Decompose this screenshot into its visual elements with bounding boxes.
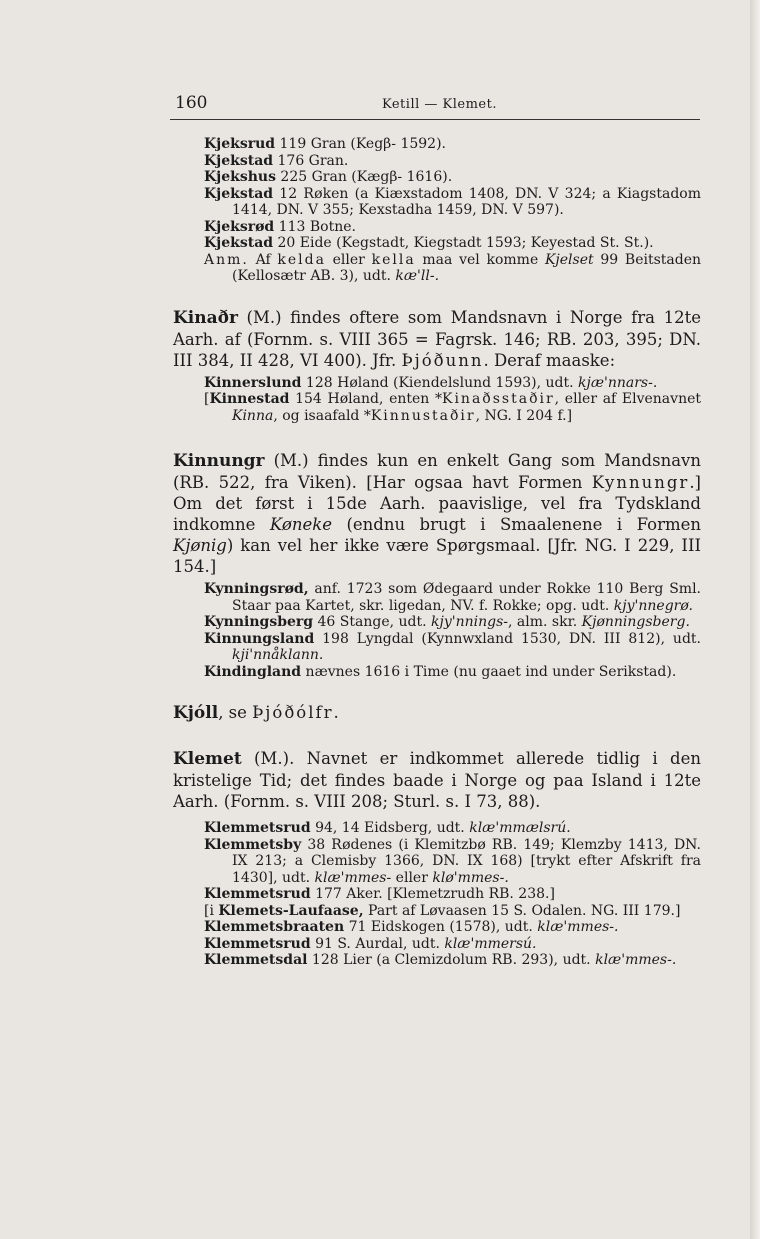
main-entry (173, 702, 701, 724)
italic-word: Kjelset (544, 251, 594, 268)
italic-word: kjy'nnegrø. (613, 597, 693, 614)
italic-word: klæ'mmes-. (595, 952, 677, 968)
entry-text: 225 Gran (Kægβ- 1616). (275, 169, 453, 185)
sub-entry (201, 903, 701, 920)
entry-text: .] Om det først i 15de Aarh. paavislige, vel fra Tydskland indkomne (173, 473, 701, 534)
sub-entry (201, 375, 701, 392)
italic-word: kæ'll-. (395, 268, 440, 284)
headword: Kinnestad (209, 391, 290, 407)
entry-text: , se (218, 703, 253, 722)
main-entry (173, 450, 701, 577)
running-head: Ketill — Klemet. (382, 97, 497, 112)
headword: Kjeksrød (204, 218, 275, 235)
entry-text: 154 Høland, enten * (289, 391, 442, 407)
italic-word: kji'nnåklann. (232, 647, 324, 663)
entry-text: 198 Lyngdal (Kynnwxland 1530, DN. III 812), udt. (314, 630, 701, 647)
entry-kinador (173, 307, 701, 425)
anm-note (201, 252, 701, 285)
page-content (173, 132, 701, 983)
headword: Klemmetsrud (204, 886, 311, 902)
headword: Kindingland (204, 663, 302, 680)
entry-text: ) kan vel her ikke være Spørgsmaal. [Jfr. NG. I 229, III 154.] (173, 536, 701, 576)
entry-text: 20 Eide (Kegstadt, Kiegstadt 1593; Keyestad St. St.). (273, 235, 654, 251)
italic-word: Kinna (232, 407, 274, 424)
spaced-word: kelda (277, 251, 326, 268)
headword: Kinnungsland (204, 630, 315, 647)
entry-text: 128 Høland (Kiendelslund 1593), udt. (301, 374, 579, 391)
headword: Klemmetsrud (204, 935, 311, 952)
sub-entry (201, 631, 701, 664)
sub-entries (173, 820, 701, 969)
entry-text: 12 Røken (a Kiæxstadom 1408, DN. V 324; a Kiagstadom 1414, DN. V 355; Kexstadha 1459, DN. V 597). (232, 185, 701, 218)
italic-word: kjy'nnings- (431, 614, 509, 630)
entry-text: Part af Løvaasen 15 S. Odalen. NG. III 179.] (363, 902, 681, 919)
entry-text: 113 Botne. (274, 218, 356, 235)
headword: Kinnungr (173, 451, 265, 471)
sub-entry (201, 186, 701, 219)
page-number: 160 (175, 93, 208, 113)
italic-word: kjæ'nnars-. (578, 374, 658, 391)
italic-word: klæ'mmes-. (537, 919, 619, 935)
sub-entry (201, 169, 701, 186)
headword: Kjekstad (204, 235, 274, 251)
sub-entry (201, 820, 701, 837)
entry-text: 38 Rødenes (i Klemitzbø RB. 149; Klemzby 1413, DN. IX 213; a Clemisby 1366, DN. IX 168) [trykt efter Afskrift fra 1430], udt. (232, 836, 701, 886)
sub-entry (201, 919, 701, 936)
entry-text: nævnes 1616 i Time (nu gaaet ind under Serikstad). (301, 663, 677, 680)
sub-entry (201, 219, 701, 236)
entry-text: 71 Eidskogen (1578), udt. (344, 919, 538, 935)
headword: Kinaðr (173, 307, 238, 328)
sub-entry (201, 153, 701, 170)
headword: Kjekstad (204, 185, 274, 202)
headword: Kjóll (173, 703, 219, 723)
sub-entry (201, 886, 701, 903)
sub-entry (201, 664, 701, 681)
italic-word: Kjønig (173, 536, 227, 555)
entry-text: 46 Stange, udt. (313, 614, 432, 630)
spaced-word: Kinaðsstaðir (442, 391, 555, 407)
sub-entry (201, 581, 701, 614)
sub-entry (201, 391, 701, 424)
entry-text: (M.) findes oftere som Mandsnavn i Norge fra 12te Aarh. af (Fornm. s. VIII 365 = Fagrsk. 146; RB. 203, 395; DN. III 384, II 428, VI 400). Jfr. (173, 307, 701, 370)
entry-text: , alm. skr. (508, 614, 582, 630)
italic-word: klæ'mmælsrú. (469, 820, 571, 836)
entry-text: 128 Lier (a Clemizdolum RB. 293), udt. (307, 952, 596, 968)
entry-text: . Deraf maaske: (483, 350, 616, 370)
sub-entry (201, 837, 701, 887)
entry-text: 176 Gran. (273, 152, 349, 169)
headword: Kynningsberg (204, 614, 314, 630)
headword: Kynningsrød, (204, 581, 309, 597)
entry-kjoll (173, 702, 701, 724)
spaced-word: kella (371, 251, 416, 268)
headword: Klemmetsbraaten (204, 919, 345, 935)
spaced-word: Þjóðunn (401, 350, 484, 370)
entry-klemet (173, 748, 701, 969)
sub-entry (201, 235, 701, 252)
note-text: Af (248, 251, 278, 268)
spaced-word: Kynnungr (591, 473, 690, 492)
note-text: 99 Beitstaden (Kellosætr AB. 3), udt. (232, 251, 701, 284)
italic-word: Køneke (269, 515, 333, 534)
note-text: maa vel komme (415, 251, 545, 268)
entry-kinnungr (173, 450, 701, 680)
entry-text: 94, 14 Eidsberg, udt. (310, 820, 470, 836)
entry-text: 177 Aker. [Klemetzrudh RB. 238.] (310, 886, 555, 902)
headword: Kjekshus (204, 169, 276, 185)
entry-text: (M.) findes kun en enkelt Gang som Mandsnavn (RB. 522, fra Viken). [Har ogsaa havt Formen (173, 451, 701, 492)
sub-entry (201, 136, 701, 153)
headword: Klemmetsby (204, 836, 302, 853)
italic-word: klæ'mmes- (314, 869, 392, 886)
italic-word: Kjønningsberg. (581, 614, 690, 630)
main-entry (173, 748, 701, 812)
headword: Klemet (173, 749, 242, 769)
headword: Kjekstad (204, 152, 274, 169)
sub-entries (173, 581, 701, 680)
italic-word: klæ'mmersú. (444, 935, 537, 952)
sub-entry (201, 936, 701, 953)
sub-entries (173, 375, 701, 425)
headword: Klemmetsdal (204, 952, 308, 968)
entry-text: (M.). Navnet er indkommet allerede tidlig i den kristelige Tid; det findes baade i Norge og paa Island i 12te Aarh. (Fornm. s. VIII 208; Sturl. s. I 73, 88). (173, 749, 701, 811)
spaced-word: Kinnustaðir (370, 407, 476, 424)
headword: Kinnerslund (204, 374, 302, 391)
entry-text: , eller af Elvenavnet (554, 391, 701, 407)
entry-text: , NG. I 204 f.] (475, 407, 573, 424)
entry-text: 119 Gran (Kegβ- 1592). (275, 136, 446, 152)
headword: Kjeksrud (204, 136, 276, 152)
bracket: [ (204, 391, 210, 407)
entry-text: anf. 1723 som Ødegaard under Rokke 110 Berg Sml. Staar paa Kartet, skr. ligedan, NV. f. Rokke; opg. udt. (232, 581, 701, 614)
headword: Klemmetsrud (204, 820, 311, 836)
entry-text: 91 S. Aurdal, udt. (310, 935, 445, 952)
headword: Klemets-Laufaase, (218, 902, 364, 919)
page-edge (750, 0, 760, 1239)
page-header (170, 93, 700, 120)
entry-text: . (333, 703, 339, 722)
sub-entry (201, 614, 701, 631)
sub-entry (201, 952, 701, 969)
note-text: eller (325, 251, 372, 268)
kjeksrud-group (173, 136, 701, 285)
entry-text: (endnu brugt i Smaalenene i Formen (332, 515, 701, 534)
italic-word: klø'mmes-. (432, 869, 509, 886)
main-entry (173, 307, 701, 371)
anm-label: Anm. (204, 251, 249, 268)
entry-text: eller (391, 869, 433, 886)
entry-text: , og isaafald * (273, 407, 371, 424)
spaced-word: Þjóðólfr (252, 703, 334, 722)
bracket: [i (204, 902, 219, 919)
